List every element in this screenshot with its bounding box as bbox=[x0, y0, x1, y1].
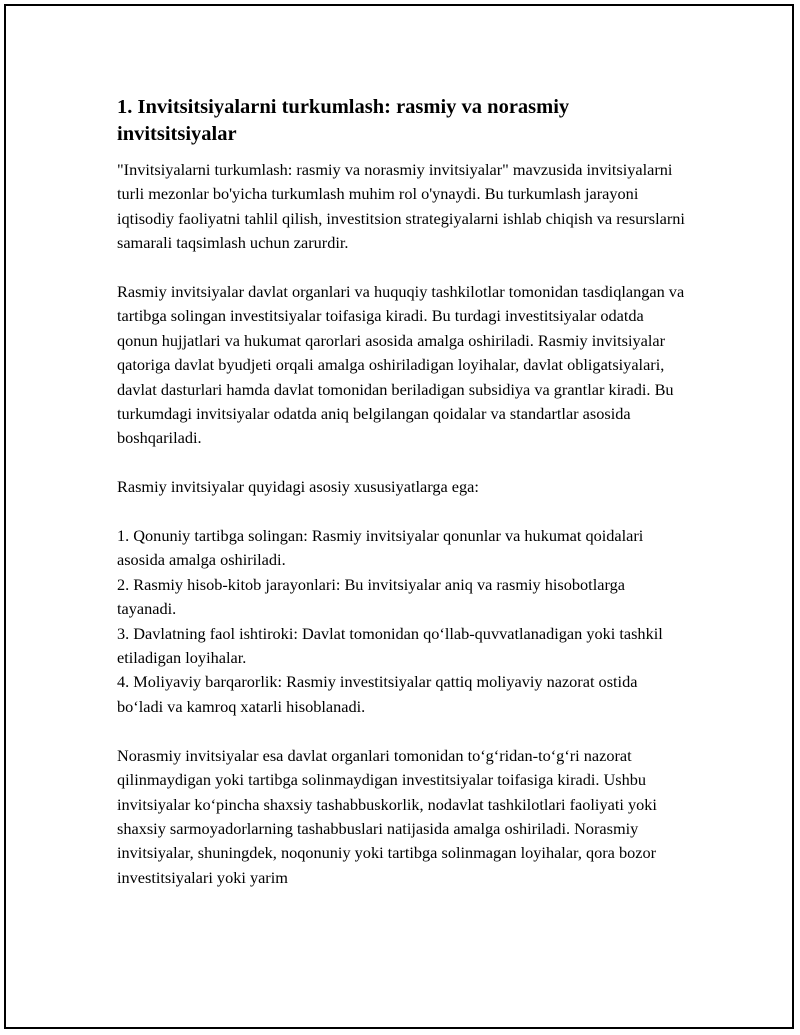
paragraph-features-intro: Rasmiy invitsiyalar quyidagi asosiy xususiyatlarga ega: bbox=[117, 477, 479, 497]
document-body bbox=[117, 94, 687, 890]
paragraph-gap bbox=[117, 500, 687, 524]
section-heading: 1. Invitsitsiyalarni turkumlash: rasmiy va norasmiy invitsitsiyalar bbox=[117, 96, 570, 145]
paragraph-gap bbox=[117, 256, 687, 280]
paragraph-formal-investments: Rasmiy invitsiyalar davlat organlari va huquqiy tashkilotlar tomonidan tasdiqlangan va tartibga solingan investitsiyalar toifasiga kiradi. Bu turdagi investitsiyalar odatda qonun hujjatlari va hukumat qarorlari asosida amalga oshiriladi. Rasmiy invitsiyalar qatoriga davlat byudjeti orqali amalga oshiriladigan loyihalar, davlat obligatsiyalari, davlat dasturlari hamda davlat tomonidan beriladigan subsidiya va grantlar kiradi. Bu turkumdagi invitsiyalar odatda aniq belgilangan qoidalar va standartlar asosida boshqariladi. bbox=[117, 282, 685, 448]
paragraph-informal-investments: Norasmiy invitsiyalar esa davlat organlari tomonidan to‘g‘ridan-to‘g‘ri nazorat qilinmaydigan yoki tartibga solinmaydigan investitsiyalar toifasiga kiradi. Ushbu invitsiyalar ko‘pincha shaxsiy tashabbuskorlik, nodavlat tashkilotlari faoliyati yoki shaxsiy sarmoyadorlarning tashabbuslari natijasida amalga oshiriladi. Norasmiy invitsiyalar, shuningdek, noqonuniy yoki tartibga solinmagan loyihalar, qora bozor investitsiyalari yoki yarim bbox=[117, 745, 657, 887]
paragraph-gap bbox=[117, 451, 687, 475]
features-list: 1. Qonuniy tartibga solingan: Rasmiy invitsiyalar qonunlar va hukumat qoidalari asosida amalga oshiriladi. 2. Rasmiy hisob-kitob jarayonlari: Bu invitsiyalar aniq va rasmiy hisobotlarga tayanadi. 3. Davlatning faol ishtiroki: Davlat tomonidan qo‘llab-quvvatlanadigan yoki tashkil etiladigan loyihalar. 4. Moliyaviy barqarorlik: Rasmiy investitsiyalar qattiq moliyaviy nazorat ostida bo‘ladi va kamroq xatarli hisoblanadi. bbox=[117, 526, 663, 716]
paragraph-gap bbox=[117, 719, 687, 743]
paragraph-intro: "Invitsiyalarni turkumlash: rasmiy va norasmiy invitsiyalar" mavzusida invitsiyalarni turli mezonlar bo'yicha turkumlash muhim rol o'ynaydi. Bu turkumlash jarayoni iqtisodiy faoliyatni tahlil qilish, investitsion strategiyalarni ishlab chiqish va resurslarni samarali taqsimlash uchun zarurdir. bbox=[117, 160, 685, 253]
